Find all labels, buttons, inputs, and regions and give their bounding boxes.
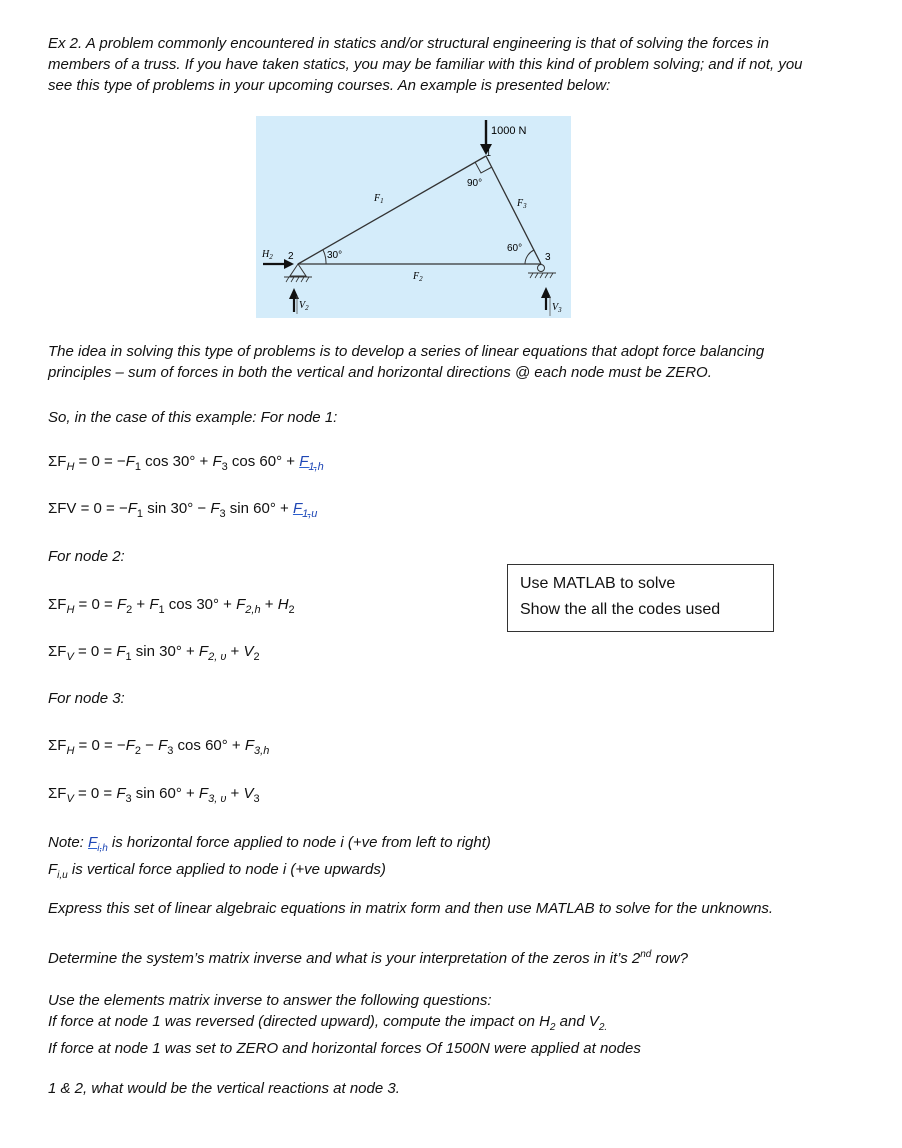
node-2-heading: For node 2: [48, 548, 125, 565]
questions-intro: Use the elements matrix inverse to answer the following questions: [48, 992, 492, 1009]
note-line-2: $F_{i,u}$ is vertical force applied to node i (+ve upwards) [48, 861, 386, 881]
equation-node1-vertical: $\Sigma FV = 0 = -F_1$ $\sin 30^\circ - F_3$ $\sin 60^\circ + F_{1,u}$ [48, 500, 318, 520]
node-1-heading: So, in the case of this example: For node 1: [48, 409, 338, 426]
node-1-label: 1 [486, 148, 492, 158]
questions-block [48, 990, 888, 1059]
load-label: 1000 N [491, 125, 527, 137]
f3-label: $F_3$ [517, 198, 527, 210]
idea-line-2: principles – sum of forces in both the vertical and horizontal directions @ each node must be ZERO. [48, 364, 712, 381]
express-instruction: Express this set of linear algebraic equations in matrix form and then use MATLAB to solve for the unknowns. [48, 900, 774, 917]
matlab-instruction-box [507, 564, 774, 632]
equation-node1-horizontal: $\Sigma F_H = 0 = -F_1$ $\cos 30^\circ + F_3$ $\cos 60^\circ + F_{1,h}$ [48, 453, 324, 473]
truss-diagram [256, 116, 571, 318]
note-line-1: Note: $F_{i,h}$ is horizontal force applied to node i (+ve from left to right) [48, 834, 491, 854]
equation-node3-horizontal: $\Sigma F_H = 0 = -F_2 - F_3$ $\cos 60^\circ + F_{3,h}$ [48, 737, 270, 757]
equation-node2-vertical: $\Sigma F_V = 0 = F_1$ $\sin 30^\circ + F_{2, \upsilon} + V_2$ [48, 643, 260, 663]
matlab-box-line-1: Use MATLAB to solve [520, 575, 676, 592]
idea-paragraph [48, 341, 868, 383]
intro-line-2: members of a truss. If you have taken statics, you may be familiar with this kind of problem solving; and if not, you [48, 56, 803, 73]
intro-line-3: see this type of problems in your upcoming courses. An example is presented below: [48, 77, 611, 94]
f2-label: $F_2$ [413, 271, 423, 283]
f1-label: $F_1$ [374, 193, 384, 205]
angle-30-label: 30° [327, 250, 343, 261]
idea-line-1: The idea in solving this type of problems is to develop a series of linear equations that adopt force balancing [48, 343, 765, 360]
angle-90-label: 90° [467, 178, 483, 189]
equation-node2-horizontal: $\Sigma F_H = 0 = F_2 + F_1$ $\cos 30^\circ + F_{2,h} + H_2$ [48, 596, 295, 616]
question-2-continued: 1 & 2, what would be the vertical reactions at node 3. [48, 1080, 400, 1097]
node-3-heading: For node 3: [48, 690, 125, 707]
determine-instruction: Determine the system’s matrix inverse and what is your interpretation of the zeros in it’s 2nd row? [48, 949, 689, 967]
v3-label: $V_3$ [552, 302, 562, 314]
node-2-label: 2 [288, 251, 294, 262]
note-block [48, 832, 868, 886]
question-1: If force at node 1 was reversed (directed upward), compute the impact on $H_2$ and $V_{2.}$ [48, 1013, 608, 1033]
diagram-background [256, 116, 571, 318]
angle-60-label: 60° [507, 243, 523, 254]
equation-node3-vertical: $\Sigma F_V = 0 = F_3$ $\sin 60^\circ + F_{3, \upsilon} + V_3$ [48, 785, 260, 805]
question-2: If force at node 1 was set to ZERO and horizontal forces Of 1500N were applied at nodes [48, 1040, 641, 1057]
intro-line-1: Ex 2. A problem commonly encountered in statics and/or structural engineering is that of solving the forces in [48, 35, 769, 52]
node-3-label: 3 [545, 252, 551, 263]
h2-label: $H_2$ [262, 249, 273, 261]
intro-paragraph [48, 33, 868, 96]
v2-label: $V_2$ [299, 300, 309, 312]
matlab-box-line-2: Show the all the codes used [520, 601, 721, 618]
